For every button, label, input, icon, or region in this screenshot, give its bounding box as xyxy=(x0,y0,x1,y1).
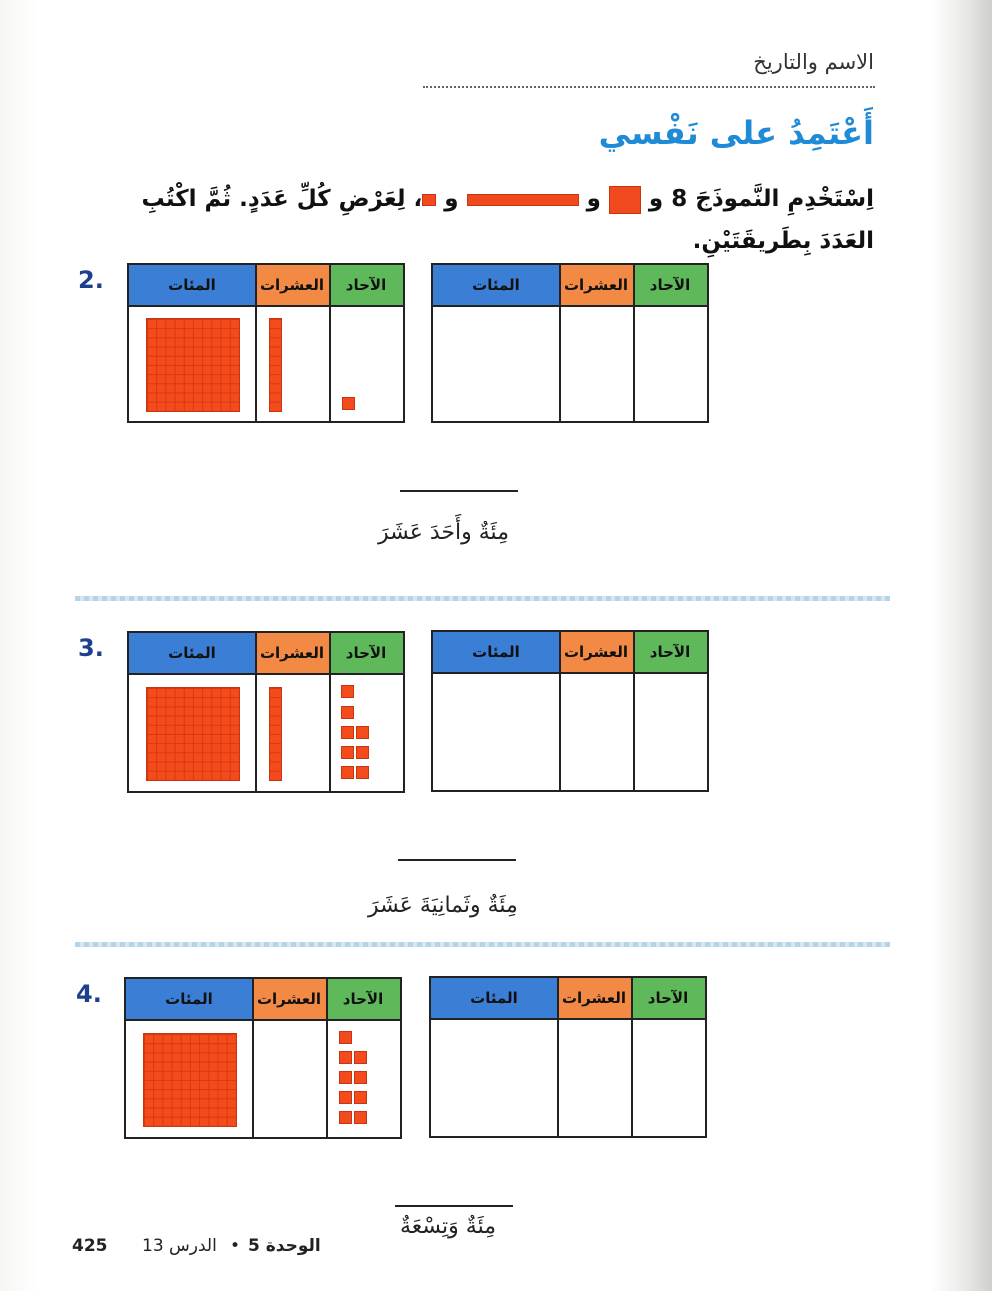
number-in-words: مِئَةٌ وثَمانِيَةَ عَشَرَ xyxy=(368,893,518,918)
hundreds-header: المئات xyxy=(431,978,557,1020)
tens-header: العشرات xyxy=(559,632,633,674)
tens-header: العشرات xyxy=(255,633,329,675)
exercise-number: 4. xyxy=(76,980,102,1008)
answer-place-value-table[interactable] xyxy=(431,630,709,792)
hundreds-header: المئات xyxy=(129,633,255,675)
ones-cube-block xyxy=(339,1031,352,1044)
ones-cube-block xyxy=(339,1071,352,1084)
tens-rod-block xyxy=(269,687,282,781)
column-divider xyxy=(633,632,635,790)
model-place-value-table xyxy=(127,631,405,793)
ones-cube-block xyxy=(341,726,354,739)
column-divider xyxy=(557,978,559,1136)
ones-cube-icon xyxy=(422,194,436,206)
answer-line[interactable] xyxy=(398,859,516,861)
column-divider xyxy=(329,265,331,421)
column-divider xyxy=(326,979,328,1137)
footer-bullet: • xyxy=(230,1236,241,1256)
column-divider xyxy=(559,265,561,421)
ones-header: الآحاد xyxy=(329,265,403,307)
column-divider xyxy=(631,978,633,1136)
model-place-value-table xyxy=(124,977,402,1139)
ones-cube-block xyxy=(341,766,354,779)
lesson-label: الدرس 13 xyxy=(142,1236,217,1256)
ones-header: الآحاد xyxy=(326,979,400,1021)
answer-place-value-table[interactable] xyxy=(431,263,709,423)
ones-header: الآحاد xyxy=(631,978,705,1020)
instruction-part3: و xyxy=(444,186,459,212)
ones-header: الآحاد xyxy=(633,632,707,674)
ones-cube-block xyxy=(339,1091,352,1104)
instruction-part1: اِسْتَخْدِمِ النَّموذَجَ 8 و xyxy=(648,186,874,212)
name-date-line[interactable] xyxy=(423,86,875,88)
ones-cube-block xyxy=(356,746,369,759)
number-in-words: مِئَةٌ وَتِسْعَةٌ xyxy=(400,1214,496,1239)
exercise-number: 3. xyxy=(78,634,104,662)
column-divider xyxy=(252,979,254,1137)
section-divider xyxy=(75,596,890,601)
hundreds-flat-block xyxy=(146,318,240,412)
column-divider xyxy=(329,633,331,791)
ones-cube-block xyxy=(341,746,354,759)
ones-cube-block xyxy=(339,1051,352,1064)
ones-header: الآحاد xyxy=(329,633,403,675)
ones-cube-block xyxy=(341,685,354,698)
ones-cube-block xyxy=(356,726,369,739)
hundreds-header: المئات xyxy=(433,632,559,674)
answer-place-value-table[interactable] xyxy=(429,976,707,1138)
name-date-label: الاسم والتاريخ xyxy=(753,50,874,74)
tens-rod-block xyxy=(269,318,282,412)
page-title: أَعْتَمِدُ على نَفْسي xyxy=(598,114,874,152)
tens-header: العشرات xyxy=(252,979,326,1021)
column-divider xyxy=(559,632,561,790)
instruction-part2: و xyxy=(586,186,601,212)
hundreds-header: المئات xyxy=(126,979,252,1021)
ones-cube-block xyxy=(354,1051,367,1064)
tens-header: العشرات xyxy=(559,265,633,307)
answer-line[interactable] xyxy=(395,1205,513,1207)
instruction-text xyxy=(94,178,874,262)
ones-cube-block xyxy=(341,706,354,719)
tens-header: العشرات xyxy=(255,265,329,307)
ones-cube-block xyxy=(354,1071,367,1084)
instruction-part4: ، لِعَرْضِ كُلِّ عَدَدٍ. ثُمَّ اكْتُبِ العَدَدَ بِطَريقَتَيْنِ. xyxy=(141,186,874,254)
exercise-number: 2. xyxy=(78,266,104,294)
answer-line[interactable] xyxy=(400,490,518,492)
hundreds-header: المئات xyxy=(129,265,255,307)
ones-cube-block xyxy=(354,1111,367,1124)
ones-cube-block xyxy=(342,397,355,410)
hundreds-header: المئات xyxy=(433,265,559,307)
column-divider xyxy=(255,633,257,791)
page-number: 425 xyxy=(72,1236,108,1256)
tens-header: العشرات xyxy=(557,978,631,1020)
hundreds-flat-block xyxy=(143,1033,237,1127)
ones-header: الآحاد xyxy=(633,265,707,307)
hundreds-flat-icon xyxy=(609,186,641,214)
ones-cube-block xyxy=(356,766,369,779)
column-divider xyxy=(255,265,257,421)
section-divider xyxy=(75,942,890,947)
ones-cube-block xyxy=(339,1111,352,1124)
tens-rod-icon xyxy=(467,194,579,206)
unit-label: الوحدة 5 xyxy=(248,1236,321,1256)
hundreds-flat-block xyxy=(146,687,240,781)
column-divider xyxy=(633,265,635,421)
ones-cube-block xyxy=(354,1091,367,1104)
number-in-words: مِئَةٌ وأَحَدَ عَشَرَ xyxy=(378,520,509,545)
model-place-value-table xyxy=(127,263,405,423)
